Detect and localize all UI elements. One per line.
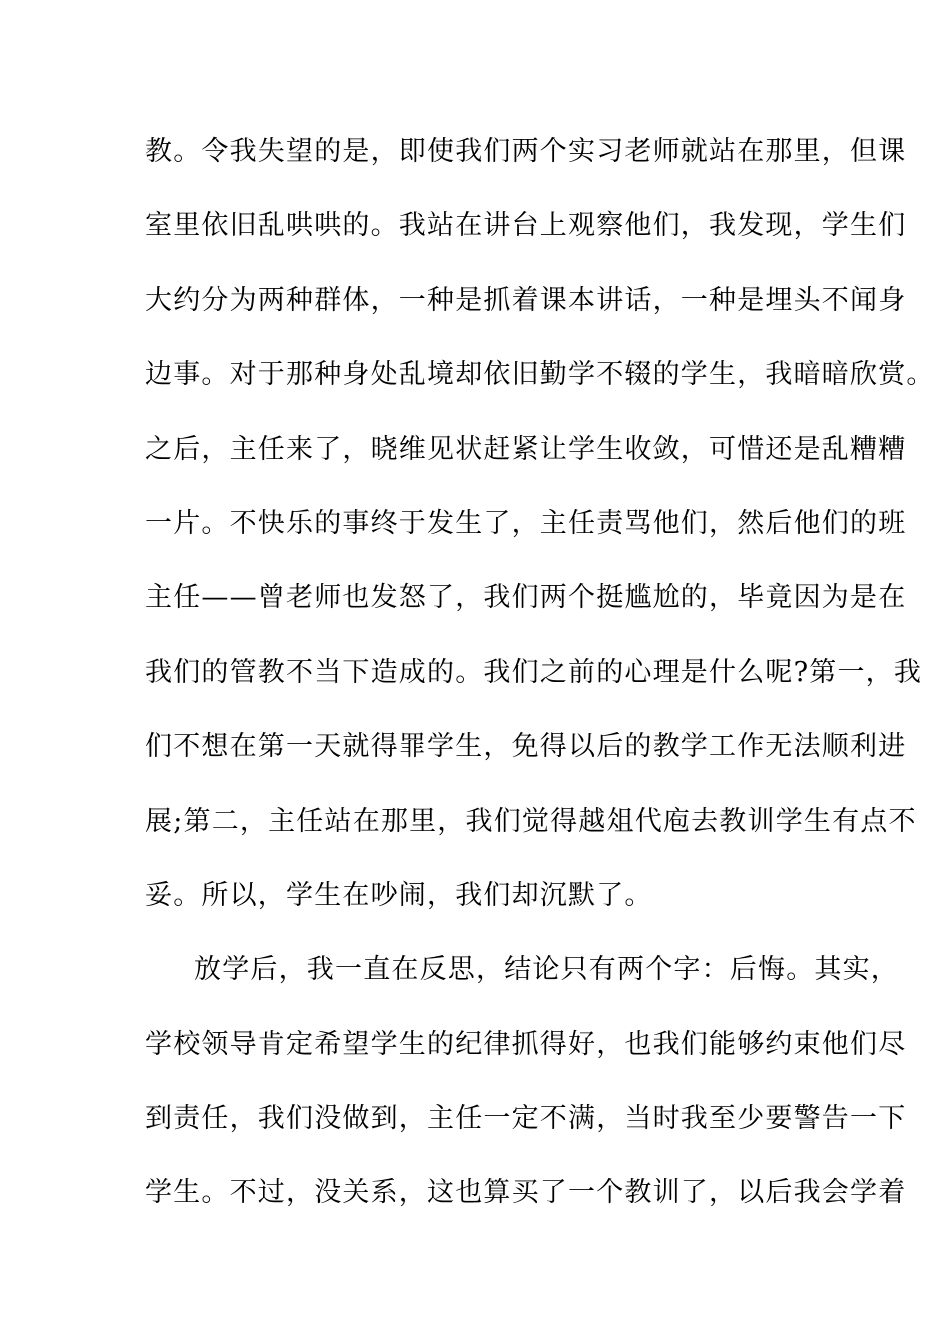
paragraph-first-line: 放学后，我一直在反思，结论只有两个字：后悔。其实， <box>194 954 899 986</box>
text-line: 展;第二，主任站在那里，我们觉得越俎代庖去教训学生有点不 <box>145 805 917 837</box>
text-line: 我们的管教不当下造成的。我们之前的心理是什么呢?第一，我 <box>145 656 923 688</box>
text-line: 们不想在第一天就得罪学生，免得以后的教学工作无法顺利进 <box>145 731 907 763</box>
text-line: 妥。所以，学生在吵闹，我们却沉默了。 <box>145 879 653 911</box>
text-line: 边事。对于那种身处乱境却依旧勤学不辍的学生，我暗暗欣赏。 <box>145 359 935 391</box>
body-text <box>145 128 935 1244</box>
text-line: 室里依旧乱哄哄的。我站在讲台上观察他们，我发现，学生们 <box>145 210 907 242</box>
text-line: 大约分为两种群体，一种是抓着课本讲话，一种是埋头不闻身 <box>145 284 907 316</box>
text-line: 到责任，我们没做到，主任一定不满，当时我至少要警告一下 <box>145 1103 907 1135</box>
text-line: 教。令我失望的是，即使我们两个实习老师就站在那里，但课 <box>145 136 907 167</box>
text-line: 主任——曾老师也发怒了，我们两个挺尴尬的，毕竟因为是在 <box>145 582 907 614</box>
text-line: 一片。不快乐的事终于发生了，主任责骂他们，然后他们的班 <box>145 507 907 539</box>
text-line: 学生。不过，没关系，这也算买了一个教训了，以后我会学着 <box>145 1177 907 1209</box>
text-line: 之后，主任来了，晓维见状赶紧让学生收敛，可惜还是乱糟糟 <box>145 433 907 465</box>
text-line: 学校领导肯定希望学生的纪律抓得好，也我们能够约束他们尽 <box>145 1028 907 1060</box>
